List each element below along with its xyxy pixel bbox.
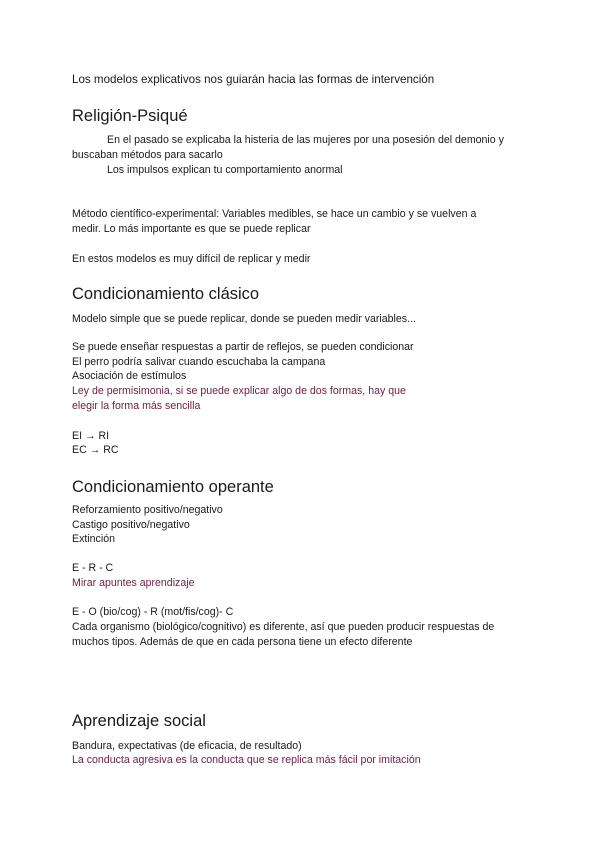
- clasico-formula-1: EI → RI: [72, 430, 110, 442]
- metodo-line-2: medir. Lo más importante es que se puede replicar: [72, 223, 311, 235]
- intro-text: Los modelos explicativos nos guiarán hacia las formas de intervención: [72, 73, 435, 86]
- operante-line-2: Castigo positivo/negativo: [72, 519, 190, 531]
- operante-line-5: muchos tipos. Además de que en cada persona tiene un efecto diferente: [72, 636, 413, 648]
- metodo-line-3: En estos modelos es muy difícil de replicar y medir: [72, 253, 311, 265]
- religion-line-1: En el pasado se explicaba la histeria de las mujeres por una posesión del demonio y: [107, 134, 504, 146]
- operante-formula-2: E - O (bio/cog) - R (mot/fis/cog)- C: [72, 606, 234, 618]
- metodo-line-1: Método científico-experimental: Variables medibles, se hace un cambio y se vuelven a: [72, 208, 477, 220]
- heading-condicionamiento-clasico: Condicionamiento clásico: [72, 285, 260, 303]
- religion-line-2: buscaban métodos para sacarlo: [72, 149, 223, 161]
- clasico-line-3: El perro podría salivar cuando escuchaba la campana: [72, 356, 326, 368]
- social-line-1: Bandura, expectativas (de eficacia, de resultado): [72, 740, 302, 752]
- operante-line-3: Extinción: [72, 533, 115, 545]
- clasico-line-2: Se puede enseñar respuestas a partir de reflejos, se pueden condicionar: [72, 341, 414, 353]
- operante-highlight: Mirar apuntes aprendizaje: [72, 577, 195, 589]
- operante-line-1: Reforzamiento positivo/negativo: [72, 504, 223, 516]
- heading-condicionamiento-operante: Condicionamiento operante: [72, 478, 274, 496]
- religion-line-3: Los impulsos explican tu comportamiento anormal: [107, 164, 343, 176]
- clasico-line-4: Asociación de estímulos: [72, 370, 187, 382]
- clasico-formula-2: EC → RC: [72, 444, 119, 456]
- clasico-highlight-1: Ley de permisimonia, si se puede explicar algo de dos formas, hay que: [72, 385, 406, 397]
- heading-aprendizaje-social: Aprendizaje social: [72, 712, 206, 730]
- clasico-line-1: Modelo simple que se puede replicar, donde se pueden medir variables...: [72, 313, 416, 325]
- heading-religion-psique: Religión-Psiqué: [72, 107, 188, 125]
- operante-line-4: Cada organismo (biológico/cognitivo) es diferente, así que pueden producir respuestas de: [72, 621, 495, 633]
- operante-formula-1: E - R - C: [72, 562, 114, 574]
- clasico-highlight-2: elegir la forma más sencilla: [72, 400, 201, 412]
- social-highlight: La conducta agresiva es la conducta que se replica más fácil por imitación: [72, 754, 421, 766]
